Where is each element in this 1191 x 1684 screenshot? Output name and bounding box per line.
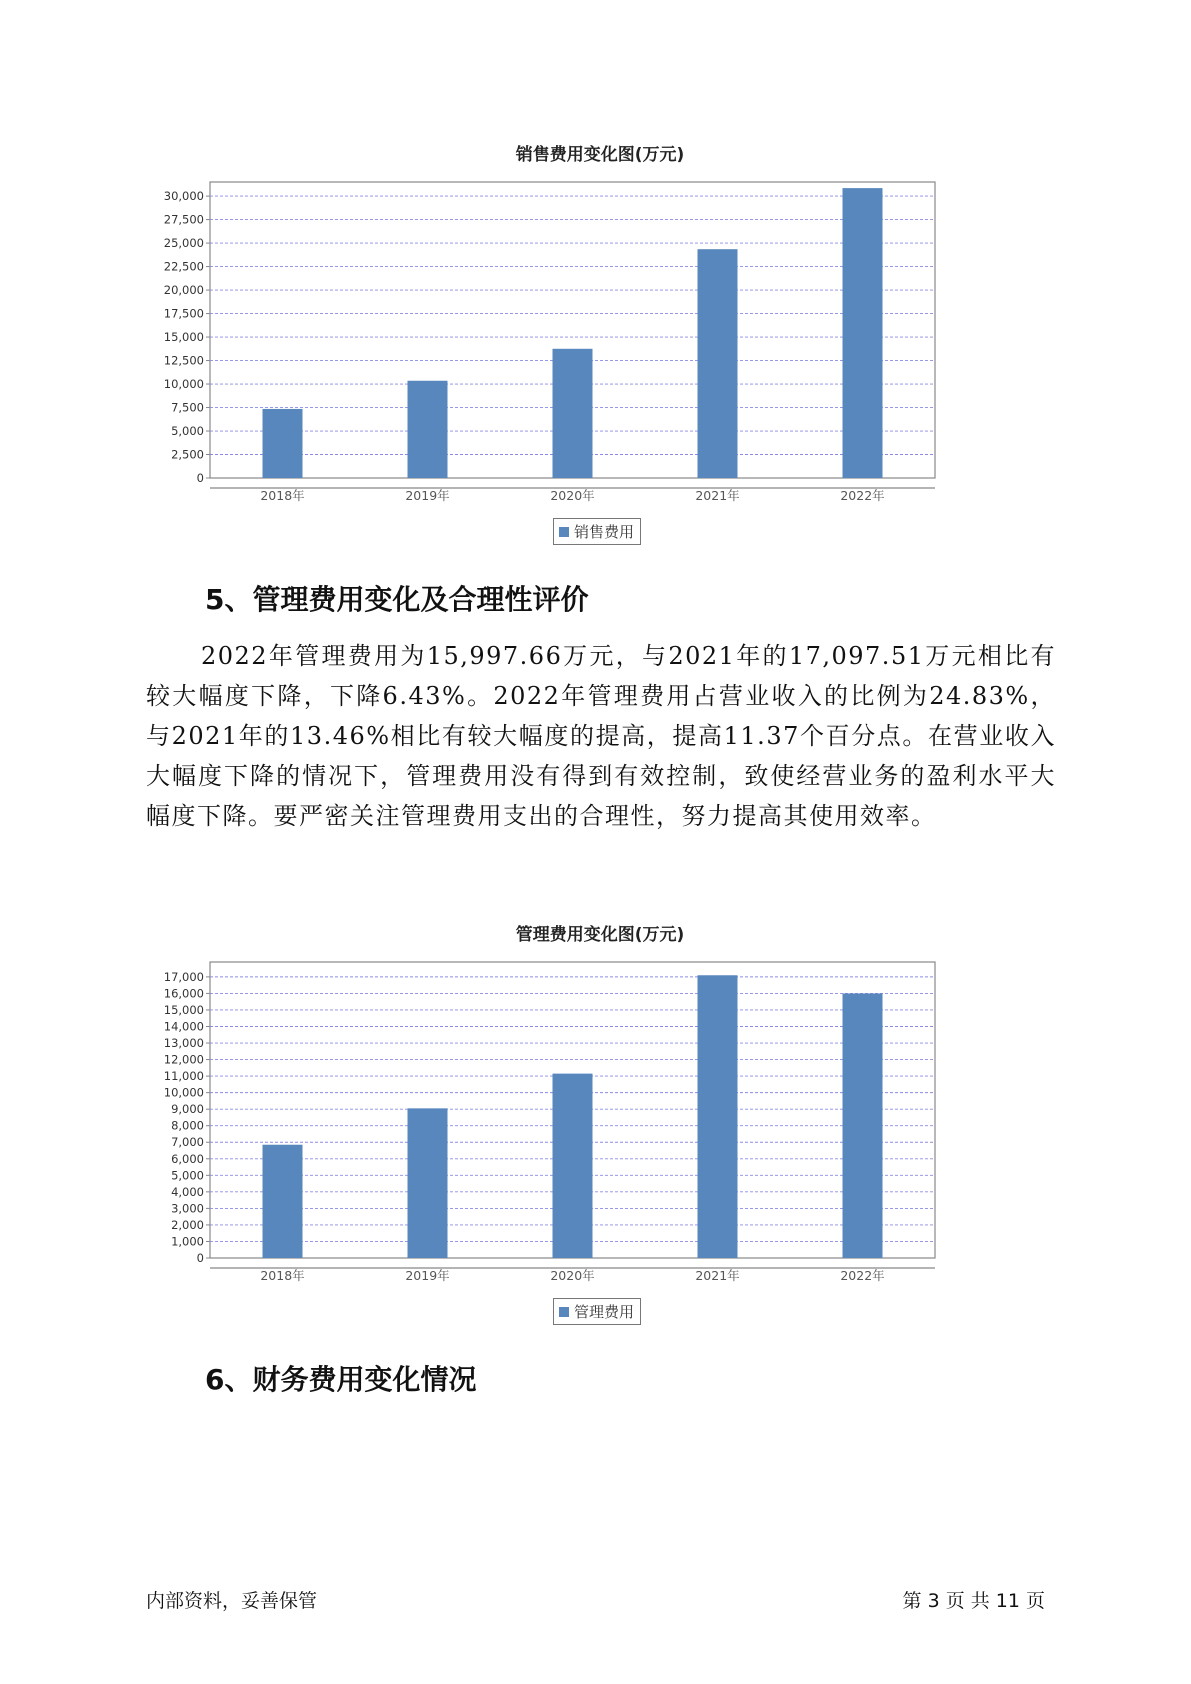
y-tick-label: 0 [196, 1251, 204, 1265]
legend-label: 销售费用 [574, 523, 635, 541]
chart-legend [553, 1298, 641, 1325]
footer-confidential: 内部资料，妥善保管 [146, 1590, 318, 1612]
bar [698, 975, 738, 1258]
footer-page-number: 第 3 页 共 11 页 [902, 1590, 1045, 1612]
y-tick-label: 12,500 [163, 353, 204, 368]
x-tick-label: 2019年 [405, 488, 450, 503]
y-tick-label: 9,000 [171, 1102, 204, 1117]
y-tick-label: 0 [196, 471, 204, 485]
bar [553, 349, 593, 478]
admin-expense-chart [150, 920, 1050, 1340]
admin-expense-bar-chart [150, 950, 1050, 1330]
x-tick-label: 2022年 [840, 1268, 885, 1283]
bar [843, 188, 883, 478]
x-tick-label: 2021年 [695, 488, 740, 503]
y-tick-label: 22,500 [163, 259, 204, 274]
bar [408, 381, 448, 478]
y-tick-label: 12,000 [163, 1052, 204, 1067]
bar [698, 249, 738, 478]
y-tick-label: 2,000 [171, 1217, 204, 1232]
legend-swatch [559, 527, 569, 537]
section-heading: 6、财务费用变化情况 [205, 1363, 477, 1396]
y-tick-label: 15,000 [163, 1002, 204, 1017]
y-tick-label: 3,000 [171, 1201, 204, 1216]
x-tick-label: 2020年 [550, 488, 595, 503]
y-tick-label: 13,000 [163, 1036, 204, 1051]
x-tick-label: 2019年 [405, 1268, 450, 1283]
y-tick-label: 10,000 [163, 377, 204, 392]
section-paragraph: 2022年管理费用为15,997.66万元，与2021年的17,097.51万元相比有较大幅度下降，下降6.43%。2022年管理费用占营业收入的比例为24.83%，与2021年的13.46%相比有较大幅度的提高，提高11.37个百分点。在营业收入大幅度下降的情况下，管理费用没有得到有效控制，致使经营业务的盈利水平大幅度下降。要严密关注管理费用支出的合理性，努力提高其使用效率。 [146, 642, 1056, 830]
x-tick-label: 2018年 [260, 488, 305, 503]
legend-label: 管理费用 [574, 1303, 635, 1321]
y-tick-label: 6,000 [171, 1151, 204, 1166]
legend-swatch [559, 1307, 569, 1317]
bar [263, 409, 303, 478]
y-tick-label: 27,500 [163, 212, 204, 227]
x-tick-label: 2022年 [840, 488, 885, 503]
y-tick-label: 25,000 [163, 236, 204, 251]
y-tick-label: 7,000 [171, 1135, 204, 1150]
bar [263, 1145, 303, 1258]
sales-expense-chart [150, 140, 1050, 560]
y-tick-label: 16,000 [163, 986, 204, 1001]
x-tick-label: 2021年 [695, 1268, 740, 1283]
y-tick-label: 11,000 [163, 1069, 204, 1084]
x-tick-label: 2020年 [550, 1268, 595, 1283]
y-tick-label: 14,000 [163, 1019, 204, 1034]
chart-title: 管理费用变化图(万元) [515, 925, 685, 945]
y-tick-label: 17,500 [163, 306, 204, 321]
y-tick-label: 7,500 [171, 400, 204, 415]
y-tick-label: 5,000 [171, 424, 204, 439]
y-tick-label: 2,500 [171, 447, 204, 462]
y-tick-label: 15,000 [163, 330, 204, 345]
y-tick-label: 17,000 [163, 969, 204, 984]
y-tick-label: 1,000 [171, 1234, 204, 1249]
bar [408, 1108, 448, 1258]
bar [553, 1074, 593, 1258]
section-heading: 5、管理费用变化及合理性评价 [205, 583, 589, 616]
y-tick-label: 4,000 [171, 1184, 204, 1199]
chart-title: 销售费用变化图(万元) [515, 145, 685, 165]
x-tick-label: 2018年 [260, 1268, 305, 1283]
y-tick-label: 20,000 [163, 283, 204, 298]
bar [843, 993, 883, 1258]
y-tick-label: 30,000 [163, 189, 204, 204]
y-tick-label: 8,000 [171, 1118, 204, 1133]
sales-expense-bar-chart [150, 170, 1050, 550]
y-tick-label: 5,000 [171, 1168, 204, 1183]
y-tick-label: 10,000 [163, 1085, 204, 1100]
chart-legend [553, 518, 641, 545]
